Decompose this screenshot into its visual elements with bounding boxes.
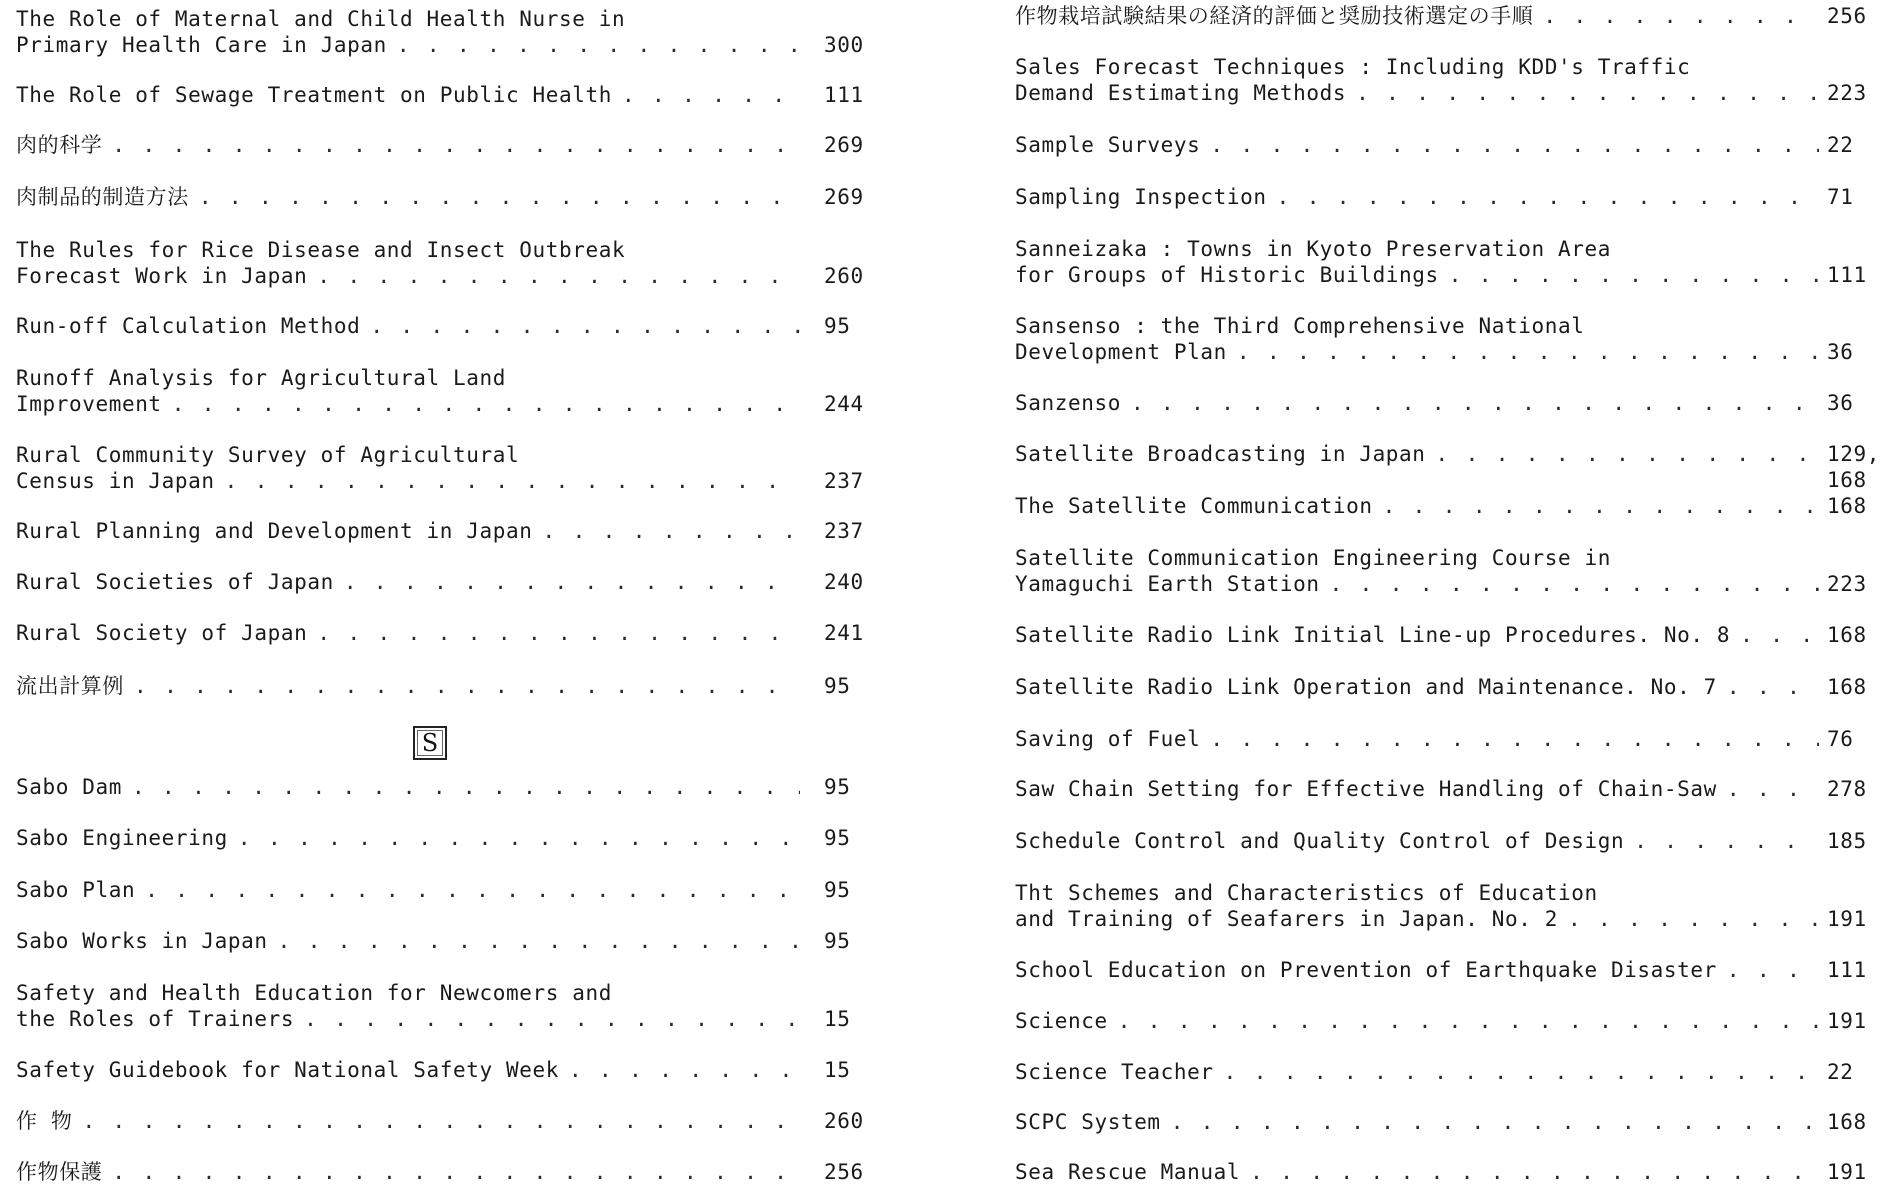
index-entry — [16, 132, 896, 158]
page-number: 111 — [824, 83, 864, 107]
index-entry — [16, 620, 896, 646]
entry-title-line: Runoff Analysis for Agricultural Land — [16, 366, 506, 390]
page-number: 95 — [824, 674, 851, 698]
index-entry — [16, 569, 896, 595]
page-number: 223 — [1827, 81, 1867, 105]
index-entry — [16, 518, 896, 544]
entry-title-line: Safety and Health Education for Newcomers and — [16, 981, 612, 1005]
page-number: 168 — [1827, 675, 1867, 699]
page-number: 191 — [1827, 907, 1867, 931]
entry-title-line: Rural Community Survey of Agricultural — [16, 443, 520, 467]
leader-dots — [622, 82, 800, 108]
index-entry — [1015, 957, 1893, 983]
entry-title-line: The Rules for Rice Disease and Insect Outbreak — [16, 238, 626, 262]
entry-title-line: Run-off Calculation Method — [16, 314, 361, 338]
leader-dots — [82, 1108, 800, 1134]
entry-title-line: 作物栽培試験結果の経済的評価と奨励技術選定の手順 — [1015, 4, 1534, 28]
index-entry — [1015, 776, 1893, 802]
leader-dots — [397, 32, 800, 58]
leader-dots — [1436, 441, 1819, 467]
page-number: 168 — [1827, 1110, 1867, 1134]
page-number: 36 — [1827, 391, 1854, 415]
page-number: 241 — [824, 621, 864, 645]
index-entry — [1015, 3, 1893, 29]
leader-dots — [1330, 571, 1819, 597]
page-number: 240 — [824, 570, 864, 594]
entry-title-line: Demand Estimating Methods — [1015, 81, 1347, 105]
entry-title-line: the Roles of Trainers — [16, 1007, 295, 1031]
index-entry — [16, 825, 896, 851]
page-number: 191 — [1827, 1160, 1867, 1184]
entry-title-line: SCPC System — [1015, 1110, 1161, 1134]
leader-dots — [1224, 1059, 1819, 1085]
leader-dots — [1118, 1008, 1819, 1034]
leader-dots — [370, 313, 800, 339]
page-number: 244 — [824, 392, 864, 416]
entry-title-line: Saving of Fuel — [1015, 727, 1201, 751]
page-number: 15 — [824, 1007, 851, 1031]
entry-title-line: 作物保護 — [16, 1160, 103, 1184]
index-entry — [16, 928, 896, 954]
index-entry — [16, 442, 896, 494]
page-number: 269 — [824, 185, 864, 209]
page-number: 260 — [824, 264, 864, 288]
page-number: 278 — [1827, 777, 1867, 801]
entry-title-line: The Satellite Communication — [1015, 494, 1373, 518]
leader-dots — [1568, 906, 1819, 932]
entry-title-line: Sanneizaka : Towns in Kyoto Preservation Area — [1015, 237, 1611, 261]
leader-dots — [134, 673, 800, 699]
page-number: 111 — [1827, 958, 1867, 982]
entry-title-line: Sales Forecast Techniques : Including KDD's Traffic — [1015, 55, 1691, 79]
page-number: 260 — [824, 1109, 864, 1133]
index-entry — [1015, 726, 1893, 752]
leader-dots — [1237, 339, 1819, 365]
page-number-continued: 168 — [1827, 468, 1867, 492]
leader-dots — [172, 391, 800, 417]
leader-dots — [278, 928, 800, 954]
entry-title-line: Primary Health Care in Japan — [16, 33, 387, 57]
index-entry — [1015, 1008, 1893, 1034]
index-entry — [1015, 1109, 1893, 1135]
index-entry — [16, 1108, 896, 1134]
leader-dots — [1277, 184, 1819, 210]
leader-dots — [1210, 132, 1819, 158]
leader-dots — [1727, 674, 1819, 700]
index-entry — [16, 877, 896, 903]
page-number: 15 — [824, 1058, 851, 1082]
page-number: 71 — [1827, 185, 1854, 209]
entry-title-line: Rural Society of Japan — [16, 621, 308, 645]
entry-title-line: Schedule Control and Quality Control of Design — [1015, 829, 1625, 853]
entry-title-line: Improvement — [16, 392, 162, 416]
entry-title-line: Tht Schemes and Characteristics of Education — [1015, 881, 1598, 905]
index-entry — [1015, 184, 1893, 210]
leader-dots — [145, 877, 800, 903]
entry-title-line: Yamaguchi Earth Station — [1015, 572, 1320, 596]
index-entry — [1015, 1159, 1893, 1185]
entry-title-line: Rural Societies of Japan — [16, 570, 334, 594]
entry-title-line: Sabo Dam — [16, 775, 122, 799]
index-entry — [16, 980, 896, 1032]
leader-dots — [1383, 493, 1819, 519]
page-number: 168 — [1827, 623, 1867, 647]
index-entry — [1015, 390, 1893, 416]
leader-dots — [1356, 80, 1819, 106]
entry-title-line: Sansenso : the Third Comprehensive National — [1015, 314, 1585, 338]
index-entry — [1015, 545, 1893, 597]
page-number: 95 — [824, 826, 851, 850]
page-number: 223 — [1827, 572, 1867, 596]
leader-dots — [1449, 262, 1819, 288]
entry-title-line: Sabo Works in Japan — [16, 929, 268, 953]
index-entry — [1015, 441, 1893, 467]
index-entry — [1015, 236, 1893, 288]
leader-dots — [1171, 1109, 1819, 1135]
page-number: 269 — [824, 133, 864, 157]
page-number: 111 — [1827, 263, 1867, 287]
entry-title-line: 流出計算例 — [16, 674, 124, 698]
entry-title-line: Rural Planning and Development in Japan — [16, 519, 533, 543]
entry-title-line: Sea Rescue Manual — [1015, 1160, 1241, 1184]
leader-dots — [1250, 1159, 1819, 1185]
leader-dots — [317, 620, 800, 646]
index-entry — [1015, 132, 1893, 158]
entry-title-line: Census in Japan — [16, 469, 215, 493]
page-number: 191 — [1827, 1009, 1867, 1033]
entry-title-line: Sabo Plan — [16, 878, 136, 902]
index-entry — [16, 774, 896, 800]
page-number: 95 — [824, 878, 851, 902]
index-entry — [16, 1159, 896, 1185]
entry-title-line: Sample Surveys — [1015, 133, 1201, 157]
entry-title-line: Development Plan — [1015, 340, 1227, 364]
leader-dots — [1634, 828, 1819, 854]
leader-dots — [1727, 957, 1819, 983]
index-entry — [1015, 493, 1893, 519]
index-entry — [1015, 828, 1893, 854]
entry-title-line: Satellite Communication Engineering Course in — [1015, 546, 1611, 570]
entry-title-line: Sabo Engineering — [16, 826, 228, 850]
entry-title-line: Satellite Radio Link Initial Line-up Procedures. No. 8 — [1015, 623, 1731, 647]
page-number: 256 — [824, 1160, 864, 1184]
entry-title-line: Forecast Work in Japan — [16, 264, 308, 288]
index-entry — [1015, 313, 1893, 365]
leader-dots — [542, 518, 800, 544]
leader-dots — [569, 1057, 800, 1083]
page-number: 22 — [1827, 133, 1854, 157]
page-number: 237 — [824, 519, 864, 543]
leader-dots — [317, 263, 800, 289]
index-entry — [1015, 880, 1893, 932]
entry-title-line: 肉的科学 — [16, 133, 103, 157]
page-number: 168 — [1827, 494, 1867, 518]
entry-title-line: and Training of Seafarers in Japan. No. 2 — [1015, 907, 1558, 931]
index-entry — [16, 6, 896, 58]
leader-dots — [1210, 726, 1819, 752]
page-number: 95 — [824, 929, 851, 953]
leader-dots — [132, 774, 800, 800]
leader-dots — [1727, 776, 1819, 802]
entry-title-line: Saw Chain Setting for Effective Handling of Chain-Saw — [1015, 777, 1717, 801]
leader-dots — [1131, 390, 1819, 416]
entry-title-line: for Groups of Historic Buildings — [1015, 263, 1439, 287]
entry-title-line: Sampling Inspection — [1015, 185, 1267, 209]
leader-dots — [1543, 3, 1819, 29]
page-number: 237 — [824, 469, 864, 493]
leader-dots — [304, 1006, 800, 1032]
index-entry — [1015, 1059, 1893, 1085]
page-number: 129, — [1827, 442, 1880, 466]
leader-dots — [112, 1159, 800, 1185]
index-entry — [16, 313, 896, 339]
page-number: 95 — [824, 775, 851, 799]
entry-title-line: 作 物 — [16, 1109, 73, 1133]
entry-title-line: 肉制品的制造方法 — [16, 185, 189, 209]
section-letter-badge: S — [413, 726, 447, 760]
index-entry — [16, 82, 896, 108]
leader-dots — [112, 132, 800, 158]
entry-title-line: Satellite Radio Link Operation and Maintenance. No. 7 — [1015, 675, 1717, 699]
index-entry — [1015, 622, 1893, 648]
page-number: 185 — [1827, 829, 1867, 853]
leader-dots — [1740, 622, 1819, 648]
leader-dots — [344, 569, 800, 595]
leader-dots — [225, 468, 800, 494]
entry-title-line: Science Teacher — [1015, 1060, 1214, 1084]
leader-dots — [199, 184, 800, 210]
page-number: 300 — [824, 33, 864, 57]
entry-title-line: Satellite Broadcasting in Japan — [1015, 442, 1426, 466]
entry-title-line: School Education on Prevention of Earthquake Disaster — [1015, 958, 1717, 982]
entry-title-line: The Role of Sewage Treatment on Public Health — [16, 83, 612, 107]
entry-title-line: Sanzenso — [1015, 391, 1121, 415]
page-number: 22 — [1827, 1060, 1854, 1084]
index-entry — [16, 673, 896, 699]
index-entry — [16, 365, 896, 417]
entry-title-line: Safety Guidebook for National Safety Week — [16, 1058, 559, 1082]
page-number: 76 — [1827, 727, 1854, 751]
index-entry — [16, 1057, 896, 1083]
entry-title-line: Science — [1015, 1009, 1108, 1033]
leader-dots — [238, 825, 800, 851]
page-number: 36 — [1827, 340, 1854, 364]
page-number: 256 — [1827, 4, 1867, 28]
index-entry — [16, 237, 896, 289]
entry-title-line: The Role of Maternal and Child Health Nurse in — [16, 7, 626, 31]
index-entry — [16, 184, 896, 210]
index-entry — [1015, 54, 1893, 106]
page-number: 95 — [824, 314, 851, 338]
index-entry — [1015, 674, 1893, 700]
